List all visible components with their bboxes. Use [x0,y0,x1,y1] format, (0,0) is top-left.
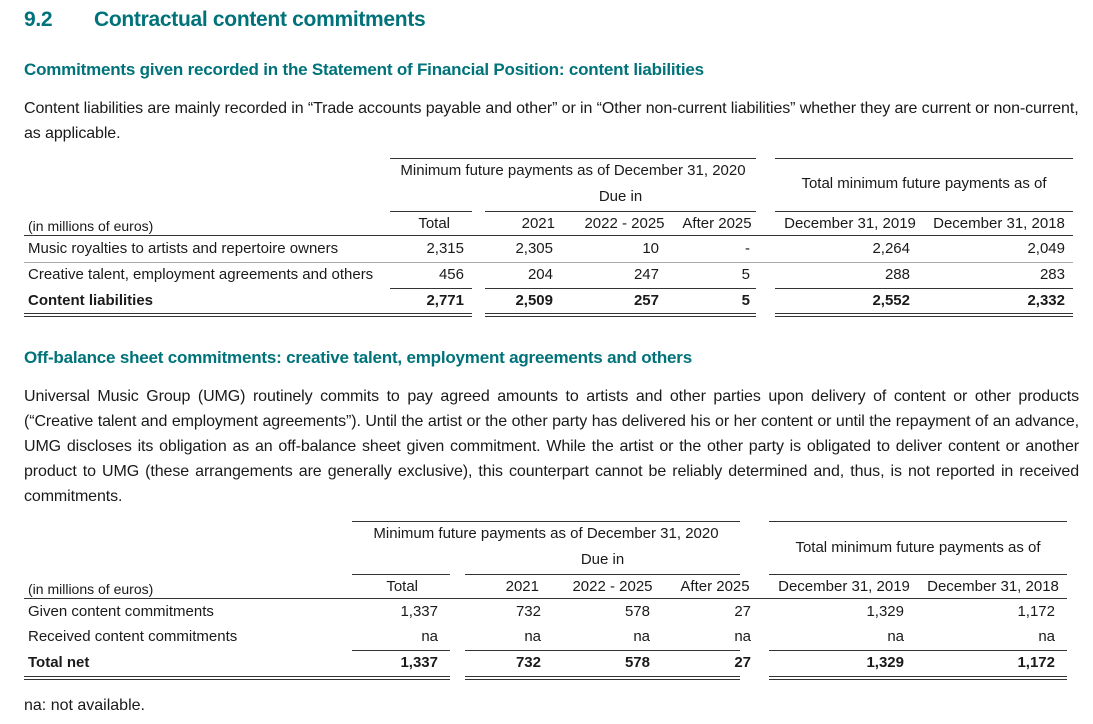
total-double-rule [775,313,925,317]
col-header-dec-2019: December 31, 2019 [778,578,910,595]
col-header-after-2025: After 2025 [682,215,752,232]
cell-dec-2018: 2,332 [1027,292,1065,309]
row-label: Creative talent, employment agreements and others [28,266,374,283]
col-rule [665,650,740,651]
subtitle-content-liabilities: Commitments given recorded in the Statement of Financial Position: content liabilities [24,60,704,79]
col-header-2022-2025: 2022 - 2025 [572,578,653,595]
col-rule [925,288,1073,289]
due-in-header: Due in [580,551,625,568]
col-rule [665,574,740,575]
col-rule [465,650,560,651]
cell-after-2025: 5 [741,292,750,309]
cell-total: na [421,628,438,645]
col-header-dec-2019: December 31, 2019 [784,215,916,232]
group-header: Minimum future payments as of December 31, 2020 [400,162,746,179]
col-header-total: Total [386,578,418,595]
cell-total: 456 [438,266,464,283]
col-rule [352,650,450,651]
cell-total: 2,315 [426,240,464,257]
total-double-rule [665,676,740,680]
cell-2022-2025: na [633,628,650,645]
total-rule-top [769,521,1067,522]
row-label: Total net [28,654,90,671]
section-title-text: Contractual content commitments [94,8,426,31]
col-header-2021: 2021 [521,215,555,232]
cell-2021: 204 [527,266,553,283]
row-rule [24,262,1073,263]
total-double-rule [571,313,678,317]
cell-2022-2025: 247 [633,266,659,283]
col-rule [352,574,450,575]
total-double-rule [919,676,1067,680]
cell-total: 2,771 [426,292,464,309]
cell-dec-2019: 2,264 [872,240,910,257]
cell-dec-2019: na [887,628,904,645]
total-double-rule [560,676,665,680]
cell-dec-2018: na [1038,628,1055,645]
total-rule-top [775,158,1073,159]
col-rule [571,288,678,289]
cell-2022-2025: 10 [642,240,659,257]
unit-label: (in millions of euros) [28,218,154,234]
col-rule [390,288,472,289]
header-bottom-rule [24,598,1067,599]
row-label: Music royalties to artists and repertoire owners [28,240,339,257]
cell-after-2025: 27 [734,654,751,671]
total-double-rule [24,313,390,317]
col-header-2021: 2021 [505,578,539,595]
col-rule [560,650,665,651]
footnote: na: not available. [24,697,145,714]
col-rule [919,650,1067,651]
cell-total: 1,337 [400,603,438,620]
col-rule [775,211,925,212]
col-rule [390,211,472,212]
cell-dec-2019: 2,552 [872,292,910,309]
cell-dec-2019: 1,329 [866,654,904,671]
total-double-rule [390,313,472,317]
header-bottom-rule [24,235,1073,236]
col-rule [465,574,560,575]
col-rule [769,650,919,651]
col-rule [485,211,571,212]
total-min-header: Total minimum future payments as of [795,539,1041,556]
cell-2022-2025: 578 [624,603,650,620]
cell-after-2025: - [745,240,750,257]
content-liabilities-table [24,155,1074,320]
cell-after-2025: 5 [741,266,750,283]
due-in-header: Due in [598,188,643,205]
cell-2021: 2,509 [515,292,553,309]
cell-after-2025: 27 [734,603,751,620]
total-double-rule [352,676,450,680]
col-rule [560,574,665,575]
total-double-rule [678,313,756,317]
group-rule-top [390,158,756,159]
section-number: 9.2 [24,8,53,31]
cell-2021: 2,305 [515,240,553,257]
cell-dec-2019: 1,329 [866,603,904,620]
row-label: Received content commitments [28,628,238,645]
row-label: Given content commitments [28,603,214,620]
col-rule [919,574,1067,575]
col-rule [775,288,925,289]
total-min-header: Total minimum future payments as of [801,175,1047,192]
total-double-rule [925,313,1073,317]
paragraph-off-balance: Universal Music Group (UMG) routinely commits to pay agreed amounts to artists and other parties upon delivery of content or other products (“Creative talent and employment agreements”). Until the artist or the other party has delivered his or her content or until the repayment of an advance, UMG discloses its obligation as an off-balance sheet given commitment. While the artist or the other party is obligated to deliver content or another product to UMG (these arrangements are generally exclusive), this counterpart cannot be reliably determined and, thus, is not reported in received commitments. [24,388,1079,505]
col-rule [678,288,756,289]
col-header-2022-2025: 2022 - 2025 [584,215,665,232]
unit-label: (in millions of euros) [28,581,154,597]
total-double-rule [24,676,352,680]
cell-2021: na [524,628,541,645]
cell-total: 1,337 [400,654,438,671]
col-rule [571,211,678,212]
off-balance-table [24,518,1074,688]
cell-dec-2019: 288 [884,266,910,283]
row-label: Content liabilities [28,292,154,309]
cell-dec-2018: 1,172 [1017,654,1055,671]
total-double-rule [769,676,919,680]
col-rule [485,288,571,289]
group-header: Minimum future payments as of December 31, 2020 [373,525,719,542]
col-header-total: Total [418,215,450,232]
cell-after-2025: na [734,628,751,645]
group-rule-top [352,521,740,522]
cell-2021: 732 [515,654,541,671]
col-rule [678,211,756,212]
total-double-rule [485,313,571,317]
cell-2022-2025: 578 [624,654,650,671]
total-double-rule [465,676,560,680]
cell-2021: 732 [515,603,541,620]
cell-dec-2018: 283 [1039,266,1065,283]
col-header-dec-2018: December 31, 2018 [933,215,1065,232]
col-rule [925,211,1073,212]
col-header-dec-2018: December 31, 2018 [927,578,1059,595]
col-header-after-2025: After 2025 [680,578,750,595]
paragraph-content-liabilities: Content liabilities are mainly recorded in “Trade accounts payable and other” or in “Other non-current liabilities” whether they are current or non-current, as applicable. [24,100,1079,142]
cell-dec-2018: 1,172 [1017,603,1055,620]
cell-2022-2025: 257 [633,292,659,309]
subtitle-off-balance: Off-balance sheet commitments: creative talent, employment agreements and others [24,348,692,367]
section-title [24,8,425,32]
cell-dec-2018: 2,049 [1027,240,1065,257]
col-rule [769,574,919,575]
